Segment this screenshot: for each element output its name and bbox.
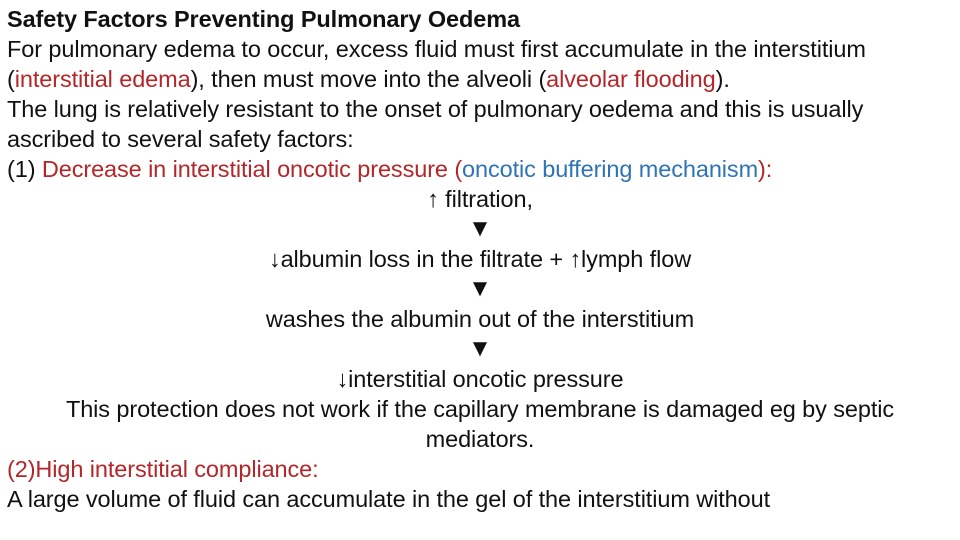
flow-step-oncotic-pressure: ↓interstitial oncotic pressure: [336, 366, 624, 392]
paragraph-text: ), then must move into the alveoli (: [190, 66, 547, 92]
down-arrow-icon: ▼: [468, 335, 492, 362]
factor-1-mechanism: oncotic buffering mechanism: [462, 156, 759, 182]
paragraph-text: ).: [715, 66, 730, 92]
term-interstitial-edema: interstitial edema: [14, 66, 191, 92]
paragraph-compliance: A large volume of fluid can accumulate in the gel of the interstitium without: [7, 486, 770, 512]
protection-note: This protection does not work if the capillary membrane is damaged eg by septic mediators.: [65, 396, 895, 452]
down-arrow-icon: ▼: [468, 215, 492, 242]
paragraph-edema-sequence: [7, 36, 866, 92]
factor-2-heading: [7, 454, 953, 484]
factor-1-heading: [7, 154, 953, 184]
factor-2-label: High interstitial compliance:: [35, 456, 319, 482]
slide-content: [7, 4, 953, 514]
paragraph-safety-factors: The lung is relatively resistant to the onset of pulmonary oedema and this is usually ascribed to several safety factors:: [7, 96, 864, 152]
down-arrow-icon: ▼: [468, 275, 492, 302]
flow-step-albumin-loss: ↓albumin loss in the filtrate + ↑lymph flow: [268, 246, 692, 272]
term-alveolar-flooding: alveolar flooding: [546, 66, 716, 92]
factor-1-label-end: ):: [758, 156, 773, 182]
factor-1-label: Decrease in interstitial oncotic pressure (: [41, 156, 463, 182]
paragraph-text: For pulmonary edema to occur, excess fluid must first accumulate in the interstitium (: [7, 36, 866, 92]
flow-step-washes-albumin: washes the albumin out of the interstitium: [265, 306, 695, 332]
factor-1-prefix: (1): [7, 156, 42, 182]
slide-title: Safety Factors Preventing Pulmonary Oedema: [7, 6, 520, 32]
flow-step-filtration: ↑ filtration,: [427, 186, 533, 212]
factor-2-prefix: (2): [7, 456, 36, 482]
